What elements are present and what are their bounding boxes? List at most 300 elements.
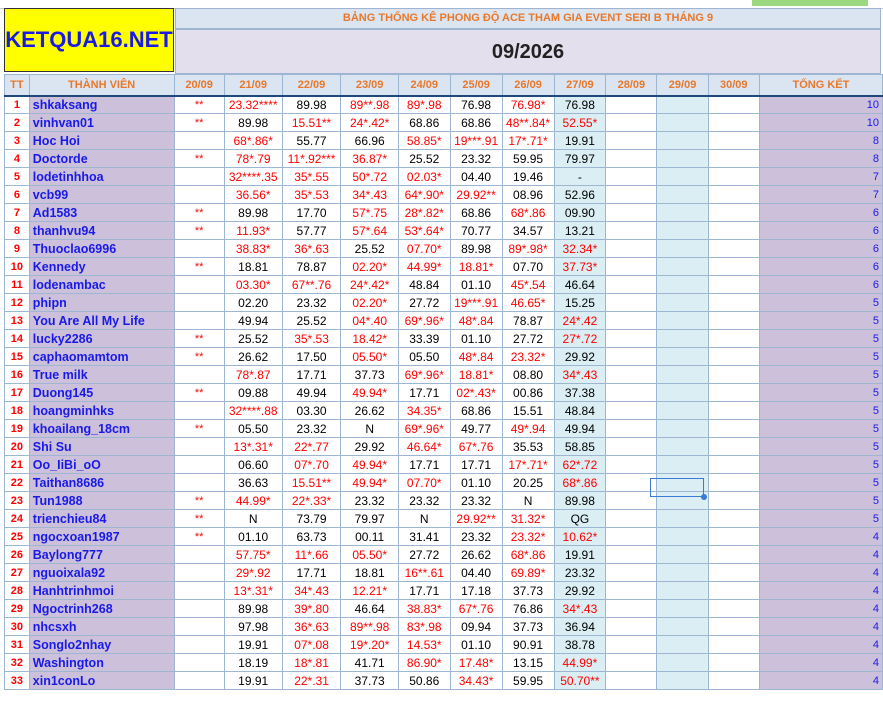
star-cell[interactable]: ** [174,222,224,240]
value-cell[interactable] [657,564,708,582]
star-cell[interactable]: ** [174,420,224,438]
value-cell[interactable]: 39*.80 [282,600,341,618]
member-name[interactable]: nhcsxh [29,618,174,636]
header-tt[interactable]: TT [5,75,30,96]
value-cell[interactable]: 23.32 [398,492,450,510]
value-cell[interactable] [657,456,708,474]
star-cell[interactable]: ** [174,330,224,348]
star-cell[interactable] [174,276,224,294]
value-cell[interactable]: 78*.87 [224,366,282,384]
star-cell[interactable] [174,402,224,420]
value-cell[interactable]: 18.42* [341,330,398,348]
value-cell[interactable]: 97.98 [224,618,282,636]
total-cell[interactable]: 6 [759,204,882,222]
value-cell[interactable]: 01.10 [450,636,502,654]
header-date[interactable]: 21/09 [224,75,282,96]
value-cell[interactable]: 13.15 [502,654,554,672]
value-cell[interactable]: 83*.98 [398,618,450,636]
value-cell[interactable] [708,294,759,312]
value-cell[interactable] [606,132,657,150]
row-number[interactable]: 12 [5,294,30,312]
value-cell[interactable]: 04.40 [450,564,502,582]
value-cell[interactable]: 14.53* [398,636,450,654]
value-cell[interactable]: 76.98* [502,96,554,114]
row-number[interactable]: 10 [5,258,30,276]
value-cell[interactable]: 37.38 [554,384,606,402]
value-cell[interactable]: 64*.90* [398,186,450,204]
row-number[interactable]: 6 [5,186,30,204]
value-cell[interactable]: 68.86 [450,114,502,132]
value-cell[interactable] [606,564,657,582]
value-cell[interactable] [606,294,657,312]
value-cell[interactable]: 19*.20* [341,636,398,654]
value-cell[interactable] [708,168,759,186]
member-name[interactable]: Duong145 [29,384,174,402]
value-cell[interactable]: 32****.35 [224,168,282,186]
total-cell[interactable]: 4 [759,654,882,672]
value-cell[interactable]: 34.57 [502,222,554,240]
value-cell[interactable]: 49.94* [341,384,398,402]
member-name[interactable]: Doctorde [29,150,174,168]
row-number[interactable]: 5 [5,168,30,186]
header-date[interactable]: 30/09 [708,75,759,96]
value-cell[interactable]: 11*.66 [282,546,341,564]
value-cell[interactable] [657,438,708,456]
member-name[interactable]: True milk [29,366,174,384]
value-cell[interactable] [606,456,657,474]
value-cell[interactable]: 11.93* [224,222,282,240]
value-cell[interactable]: 08.80 [502,366,554,384]
value-cell[interactable]: 36.56* [224,186,282,204]
value-cell[interactable]: 50.86 [398,672,450,690]
value-cell[interactable]: 48*.84 [450,348,502,366]
member-name[interactable]: lodetinhhoa [29,168,174,186]
value-cell[interactable]: 18*.81 [282,654,341,672]
value-cell[interactable]: 26.62 [224,348,282,366]
value-cell[interactable] [708,312,759,330]
value-cell[interactable]: 24*.42* [341,114,398,132]
value-cell[interactable] [708,366,759,384]
value-cell[interactable]: 12.21* [341,582,398,600]
value-cell[interactable]: 29*.92 [224,564,282,582]
value-cell[interactable]: 26.62 [450,546,502,564]
member-name[interactable]: Kennedy [29,258,174,276]
value-cell[interactable]: 28*.82* [398,204,450,222]
value-cell[interactable] [606,420,657,438]
row-number[interactable]: 26 [5,546,30,564]
value-cell[interactable] [657,330,708,348]
total-cell[interactable]: 5 [759,330,882,348]
value-cell[interactable] [657,672,708,690]
value-cell[interactable]: 76.98 [450,96,502,114]
value-cell[interactable]: 22*.77 [282,438,341,456]
value-cell[interactable]: 07.70 [502,258,554,276]
value-cell[interactable]: 89.98 [554,492,606,510]
value-cell[interactable]: 08.96 [502,186,554,204]
value-cell[interactable]: 29.92 [554,582,606,600]
total-cell[interactable]: 5 [759,474,882,492]
value-cell[interactable] [657,618,708,636]
value-cell[interactable]: 27*.72 [554,330,606,348]
member-name[interactable]: You Are All My Life [29,312,174,330]
value-cell[interactable] [657,204,708,222]
row-number[interactable]: 15 [5,348,30,366]
star-cell[interactable] [174,474,224,492]
value-cell[interactable]: 89.98 [224,114,282,132]
value-cell[interactable]: 26.62 [341,402,398,420]
value-cell[interactable] [708,114,759,132]
value-cell[interactable]: 15.51** [282,474,341,492]
value-cell[interactable]: 73.79 [282,510,341,528]
value-cell[interactable] [606,672,657,690]
row-number[interactable]: 13 [5,312,30,330]
value-cell[interactable] [657,294,708,312]
row-number[interactable]: 16 [5,366,30,384]
total-cell[interactable]: 4 [759,618,882,636]
value-cell[interactable] [657,402,708,420]
member-name[interactable]: xin1conLo [29,672,174,690]
value-cell[interactable]: 57*.64 [341,222,398,240]
star-cell[interactable] [174,168,224,186]
value-cell[interactable] [657,636,708,654]
value-cell[interactable]: 09.88 [224,384,282,402]
value-cell[interactable]: 46.64 [341,600,398,618]
value-cell[interactable]: 25.52 [398,150,450,168]
value-cell[interactable]: 25.52 [282,312,341,330]
value-cell[interactable]: 27.72 [398,294,450,312]
value-cell[interactable]: 89.98 [224,600,282,618]
value-cell[interactable]: 57.77 [282,222,341,240]
value-cell[interactable]: 07*.08 [282,636,341,654]
value-cell[interactable]: 70.77 [450,222,502,240]
star-cell[interactable]: ** [174,384,224,402]
value-cell[interactable]: 11*.92*** [282,150,341,168]
member-name[interactable]: caphaomamtom [29,348,174,366]
value-cell[interactable]: 23.32 [450,492,502,510]
value-cell[interactable]: - [554,168,606,186]
value-cell[interactable]: 19.91 [554,546,606,564]
row-number[interactable]: 17 [5,384,30,402]
value-cell[interactable]: 17.18 [450,582,502,600]
value-cell[interactable]: 67**.76 [282,276,341,294]
value-cell[interactable]: 01.10 [450,330,502,348]
value-cell[interactable]: 13*.31* [224,438,282,456]
value-cell[interactable]: 01.10 [450,474,502,492]
value-cell[interactable]: 35*.55 [282,168,341,186]
value-cell[interactable]: 32****.88 [224,402,282,420]
value-cell[interactable]: 10.62* [554,528,606,546]
value-cell[interactable]: 25.52 [341,240,398,258]
value-cell[interactable] [708,492,759,510]
row-number[interactable]: 22 [5,474,30,492]
star-cell[interactable]: ** [174,96,224,114]
header-date[interactable]: 26/09 [502,75,554,96]
value-cell[interactable] [606,618,657,636]
value-cell[interactable] [606,312,657,330]
value-cell[interactable]: 02.20 [224,294,282,312]
total-cell[interactable]: 5 [759,294,882,312]
value-cell[interactable]: 45*.54 [502,276,554,294]
value-cell[interactable]: 58.85 [554,438,606,456]
value-cell[interactable] [708,132,759,150]
value-cell[interactable]: 62*.72 [554,456,606,474]
value-cell[interactable]: 46.64* [398,438,450,456]
member-name[interactable]: Hanhtrinhmoi [29,582,174,600]
row-number[interactable]: 29 [5,600,30,618]
value-cell[interactable]: 15.25 [554,294,606,312]
star-cell[interactable]: ** [174,258,224,276]
value-cell[interactable]: 55.77 [282,132,341,150]
value-cell[interactable]: 36*.63 [282,618,341,636]
row-number[interactable]: 24 [5,510,30,528]
value-cell[interactable]: 32.34* [554,240,606,258]
value-cell[interactable]: 23.32* [502,348,554,366]
value-cell[interactable]: 36.94 [554,618,606,636]
value-cell[interactable]: 24*.42* [341,276,398,294]
value-cell[interactable]: 37.73 [502,582,554,600]
value-cell[interactable] [657,258,708,276]
value-cell[interactable]: 46.65* [502,294,554,312]
value-cell[interactable] [708,222,759,240]
value-cell[interactable] [606,600,657,618]
value-cell[interactable] [708,240,759,258]
value-cell[interactable]: 19.91 [224,636,282,654]
value-cell[interactable]: 07.70* [398,474,450,492]
total-cell[interactable]: 5 [759,366,882,384]
value-cell[interactable] [606,654,657,672]
row-number[interactable]: 21 [5,456,30,474]
row-number[interactable]: 9 [5,240,30,258]
value-cell[interactable] [606,546,657,564]
value-cell[interactable]: 27.72 [398,546,450,564]
value-cell[interactable]: 18.81* [450,366,502,384]
star-cell[interactable]: ** [174,114,224,132]
value-cell[interactable]: 31.32* [502,510,554,528]
header-date[interactable]: 24/09 [398,75,450,96]
value-cell[interactable]: 68*.86* [224,132,282,150]
value-cell[interactable]: 23.32 [341,492,398,510]
total-cell[interactable]: 6 [759,258,882,276]
star-cell[interactable] [174,618,224,636]
value-cell[interactable]: 35*.53 [282,186,341,204]
value-cell[interactable] [708,618,759,636]
value-cell[interactable]: 18.81* [450,258,502,276]
value-cell[interactable]: 17*.71* [502,456,554,474]
total-cell[interactable]: 4 [759,546,882,564]
total-cell[interactable]: 10 [759,96,882,114]
header-date[interactable]: 20/09 [174,75,224,96]
member-name[interactable]: vinhvan01 [29,114,174,132]
value-cell[interactable] [708,258,759,276]
value-cell[interactable]: 89.98 [282,96,341,114]
value-cell[interactable] [606,222,657,240]
value-cell[interactable]: 89.98 [450,240,502,258]
value-cell[interactable]: 25.52 [224,330,282,348]
row-number[interactable]: 23 [5,492,30,510]
value-cell[interactable]: 01.10 [450,276,502,294]
value-cell[interactable]: 50*.72 [341,168,398,186]
value-cell[interactable]: 63.73 [282,528,341,546]
value-cell[interactable]: 41.71 [341,654,398,672]
value-cell[interactable]: 07*.70 [282,456,341,474]
total-cell[interactable]: 4 [759,564,882,582]
value-cell[interactable] [657,312,708,330]
value-cell[interactable] [657,582,708,600]
row-number[interactable]: 2 [5,114,30,132]
total-cell[interactable]: 5 [759,510,882,528]
star-cell[interactable]: ** [174,348,224,366]
value-cell[interactable]: 23.32**** [224,96,282,114]
value-cell[interactable] [657,600,708,618]
value-cell[interactable]: 34.35* [398,402,450,420]
value-cell[interactable]: 05.50* [341,546,398,564]
value-cell[interactable]: 58.85* [398,132,450,150]
value-cell[interactable] [657,510,708,528]
value-cell[interactable]: 17.48* [450,654,502,672]
value-cell[interactable]: 67*.76 [450,438,502,456]
value-cell[interactable] [606,204,657,222]
star-cell[interactable] [174,564,224,582]
total-cell[interactable]: 5 [759,456,882,474]
total-cell[interactable]: 5 [759,348,882,366]
value-cell[interactable]: 68*.86 [502,546,554,564]
value-cell[interactable] [606,348,657,366]
value-cell[interactable] [606,168,657,186]
value-cell[interactable] [657,168,708,186]
value-cell[interactable]: 18.81 [224,258,282,276]
value-cell[interactable] [606,582,657,600]
value-cell[interactable]: 17.71 [282,564,341,582]
value-cell[interactable]: 29.92** [450,186,502,204]
value-cell[interactable]: N [398,510,450,528]
star-cell[interactable]: ** [174,492,224,510]
value-cell[interactable]: 37.73* [554,258,606,276]
value-cell[interactable]: 38.83* [224,240,282,258]
value-cell[interactable]: 69.89* [502,564,554,582]
total-cell[interactable]: 6 [759,276,882,294]
value-cell[interactable]: 57.75* [224,546,282,564]
header-date[interactable]: 22/09 [282,75,341,96]
value-cell[interactable] [606,528,657,546]
value-cell[interactable]: 16**.61 [398,564,450,582]
value-cell[interactable]: 35.53 [502,438,554,456]
total-cell[interactable]: 6 [759,240,882,258]
value-cell[interactable]: 17.50 [282,348,341,366]
value-cell[interactable]: 89*.98* [502,240,554,258]
value-cell[interactable]: 69*.96* [398,312,450,330]
value-cell[interactable] [657,150,708,168]
member-name[interactable]: trienchieu84 [29,510,174,528]
star-cell[interactable] [174,186,224,204]
value-cell[interactable]: 37.73 [341,672,398,690]
value-cell[interactable]: 68*.86 [502,204,554,222]
member-name[interactable]: Ad1583 [29,204,174,222]
value-cell[interactable]: 34*.43 [282,582,341,600]
total-cell[interactable]: 5 [759,312,882,330]
total-cell[interactable]: 5 [759,384,882,402]
row-number[interactable]: 31 [5,636,30,654]
value-cell[interactable]: 68.86 [450,402,502,420]
value-cell[interactable]: 04*.40 [341,312,398,330]
row-number[interactable]: 14 [5,330,30,348]
member-name[interactable]: Ngoctrinh268 [29,600,174,618]
value-cell[interactable]: 29.92 [554,348,606,366]
total-cell[interactable]: 4 [759,636,882,654]
row-number[interactable]: 4 [5,150,30,168]
value-cell[interactable]: 23.32 [450,150,502,168]
header-total[interactable]: TỔNG KẾT [759,75,882,96]
value-cell[interactable] [606,366,657,384]
star-cell[interactable] [174,132,224,150]
value-cell[interactable]: 52.55* [554,114,606,132]
value-cell[interactable]: 00.11 [341,528,398,546]
member-name[interactable]: Tun1988 [29,492,174,510]
value-cell[interactable]: 89**.98 [341,618,398,636]
star-cell[interactable] [174,672,224,690]
value-cell[interactable]: 68.86 [450,204,502,222]
value-cell[interactable] [606,186,657,204]
row-number[interactable]: 19 [5,420,30,438]
star-cell[interactable] [174,438,224,456]
value-cell[interactable] [708,600,759,618]
value-cell[interactable]: 44.99* [224,492,282,510]
value-cell[interactable]: 22*.31 [282,672,341,690]
member-name[interactable]: lodenambac [29,276,174,294]
value-cell[interactable]: 86.90* [398,654,450,672]
value-cell[interactable]: 22*.33* [282,492,341,510]
value-cell[interactable]: 03.30* [224,276,282,294]
value-cell[interactable]: N [502,492,554,510]
star-cell[interactable] [174,546,224,564]
value-cell[interactable]: 59.95 [502,150,554,168]
value-cell[interactable]: 19.91 [224,672,282,690]
value-cell[interactable]: 49.94* [341,456,398,474]
header-date[interactable]: 29/09 [657,75,708,96]
value-cell[interactable]: 34.43* [450,672,502,690]
member-name[interactable]: Songlo2nhay [29,636,174,654]
value-cell[interactable] [606,438,657,456]
value-cell[interactable]: 89**.98 [341,96,398,114]
header-date[interactable]: 25/09 [450,75,502,96]
value-cell[interactable] [708,654,759,672]
star-cell[interactable]: ** [174,204,224,222]
value-cell[interactable] [606,384,657,402]
value-cell[interactable] [606,402,657,420]
total-cell[interactable]: 4 [759,672,882,690]
value-cell[interactable]: 37.73 [341,366,398,384]
row-number[interactable]: 8 [5,222,30,240]
value-cell[interactable]: 20.25 [502,474,554,492]
value-cell[interactable]: 49.94 [282,384,341,402]
value-cell[interactable]: 17.71 [450,456,502,474]
value-cell[interactable]: 53*.64* [398,222,450,240]
star-cell[interactable] [174,294,224,312]
value-cell[interactable]: 05.50 [398,348,450,366]
value-cell[interactable]: 48.84 [554,402,606,420]
total-cell[interactable]: 5 [759,402,882,420]
value-cell[interactable] [657,132,708,150]
value-cell[interactable]: 44.99* [398,258,450,276]
value-cell[interactable]: 06.60 [224,456,282,474]
star-cell[interactable] [174,312,224,330]
star-cell[interactable] [174,366,224,384]
value-cell[interactable] [708,456,759,474]
value-cell[interactable]: 52.96 [554,186,606,204]
value-cell[interactable]: 23.32 [282,294,341,312]
total-cell[interactable]: 8 [759,132,882,150]
header-date[interactable]: 28/09 [606,75,657,96]
value-cell[interactable] [708,636,759,654]
